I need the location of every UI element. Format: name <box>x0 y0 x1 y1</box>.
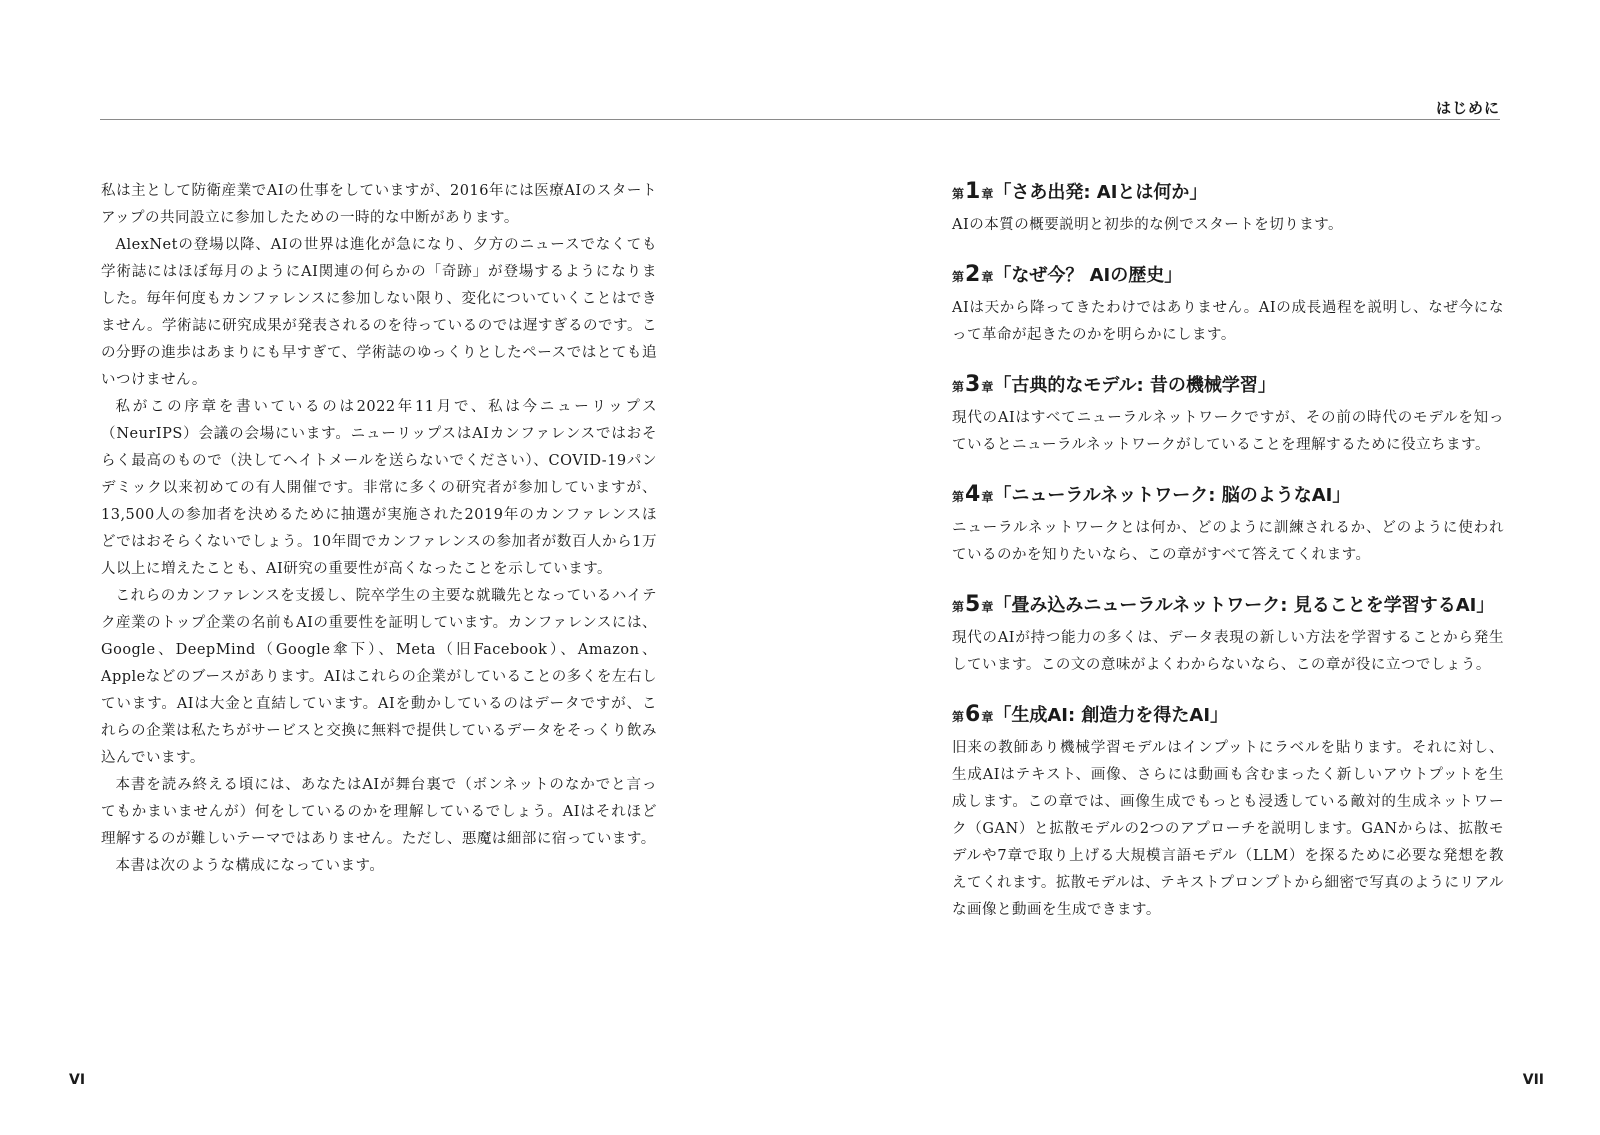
chapter-description: 現代のAIが持つ能力の多くは、データ表現の新しい方法を学習することから発生しています。この文の意味がよくわからないなら、この章が役に立つでしょう。 <box>952 630 1504 673</box>
chapter-title-text: 「さあ出発: AIとは何か」 <box>993 182 1208 203</box>
chapter-description: ニューラルネットワークとは何か、どのように訓練されるか、どのように使われているのかを知りたいなら、この章がすべて答えてくれます。 <box>952 520 1504 563</box>
chapter-title-text: 「なぜ今？ AIの歴史」 <box>993 265 1183 286</box>
chapter-prefix: 第 <box>952 710 965 724</box>
chapter-description: AIは天から降ってきたわけではありません。AIの成長過程を説明し、なぜ今になって革命が起きたのかを明らかにします。 <box>952 300 1504 343</box>
chapter-number: 5 <box>965 592 981 617</box>
running-head: はじめに <box>1435 99 1500 117</box>
paragraph: これらのカンファレンスを支援し、院卒学生の主要な就職先となっているハイテク産業のトップ企業の名前もAIの重要性を証明しています。カンファレンスには、Google、DeepMind（Google傘下）、Meta（旧Facebook）、Amazon、Appleなどのブースがあります。AIはこれらの企業がしていることの多くを左右しています。AIは大金と直結しています。AIを動かしているのはデータですが、これらの企業は私たちがサービスと交換に無料で提供しているデータをそっくり飲み込んでいます。 <box>101 588 657 766</box>
page-number-left: VI <box>69 1072 86 1088</box>
paragraph: 私は主として防衛産業でAIの仕事をしていますが、2016年には医療AIのスタートアップの共同設立に参加したための一時的な中断があります。 <box>101 183 657 226</box>
page-number-right: VII <box>1522 1072 1544 1088</box>
chapter-suffix: 章 <box>981 270 994 284</box>
chapter-title <box>952 371 1504 401</box>
chapter-number: 2 <box>965 262 981 287</box>
right-page-text <box>952 178 1504 946</box>
chapter-description: 旧来の教師あり機械学習モデルはインプットにラベルを貼ります。それに対し、生成AIはテキスト、画像、さらには動画も含むまったく新しいアウトプットを生成します。この章では、画像生成でもっとも浸透している敵対的生成ネットワーク（GAN）と拡散モデルの2つのアプローチを説明します。GANからは、拡散モデルや7章で取り上げる大規模言語モデル（LLM）を探るために必要な発想を教えてくれます。拡散モデルは、テキストプロンプトから細密で写真のようにリアルな画像と動画を生成できます。 <box>952 740 1504 918</box>
chapter-title-text: 「生成AI: 創造力を得たAI」 <box>993 705 1229 726</box>
chapter-prefix: 第 <box>952 270 965 284</box>
chapter-title <box>952 481 1504 511</box>
chapter-suffix: 章 <box>981 380 994 394</box>
chapter-title <box>952 178 1504 208</box>
chapter-title-text: 「古典的なモデル: 昔の機械学習」 <box>993 375 1276 396</box>
header-rule <box>100 119 1500 120</box>
paragraph: 本書は次のような構成になっています。 <box>115 858 385 874</box>
chapter-prefix: 第 <box>952 490 965 504</box>
chapter-entry <box>952 178 1504 239</box>
chapter-entry <box>952 261 1504 349</box>
paragraph: 本書を読み終える頃には、あなたはAIが舞台裏で（ボンネットのなかでと言ってもかまいませんが）何をしているのかを理解しているでしょう。AIはそれほど理解するのが難しいテーマではありません。ただし、悪魔は細部に宿っています。 <box>101 777 657 847</box>
chapter-description: 現代のAIはすべてニューラルネットワークですが、その前の時代のモデルを知っているとニューラルネットワークがしていることを理解するために役立ちます。 <box>952 410 1504 453</box>
chapter-title <box>952 591 1504 621</box>
chapter-number: 4 <box>965 482 981 507</box>
chapter-suffix: 章 <box>981 187 994 201</box>
chapter-prefix: 第 <box>952 600 965 614</box>
left-page-text <box>101 178 657 880</box>
chapter-prefix: 第 <box>952 187 965 201</box>
chapter-title <box>952 701 1504 731</box>
chapter-number: 6 <box>965 702 981 727</box>
chapter-prefix: 第 <box>952 380 965 394</box>
paragraph: AlexNetの登場以降、AIの世界は進化が急になり、夕方のニュースでなくても学術誌にはほぼ毎月のようにAI関連の何らかの「奇跡」が登場するようになりました。毎年何度もカンファレンスに参加しない限り、変化についていくことはできません。学術誌に研究成果が発表されるのを待っているのでは遅すぎるのです。この分野の進歩はあまりにも早すぎて、学術誌のゆっくりとしたペースではとても追いつけません。 <box>101 237 657 388</box>
chapter-title-text: 「ニューラルネットワーク: 脳のようなAI」 <box>993 485 1351 506</box>
chapter-number: 1 <box>965 179 981 204</box>
chapter-description: AIの本質の概要説明と初歩的な例でスタートを切ります。 <box>952 217 1344 233</box>
chapter-entry <box>952 481 1504 569</box>
chapter-entry <box>952 591 1504 679</box>
chapter-suffix: 章 <box>981 710 994 724</box>
chapter-entry <box>952 701 1504 924</box>
chapter-suffix: 章 <box>981 600 994 614</box>
chapter-title <box>952 261 1504 291</box>
chapter-suffix: 章 <box>981 490 994 504</box>
paragraph: 私がこの序章を書いているのは2022年11月で、私は今ニューリップス（NeurIPS）会議の会場にいます。ニューリップスはAIカンファレンスではおそらく最高のもので（決してヘイトメールを送らないでください）、COVID-19パンデミック以来初めての有人開催です。非常に多くの研究者が参加していますが、13,500人の参加者を決めるために抽選が実施された2019年のカンファレンスほどではおそらくないでしょう。10年間でカンファレンスの参加者が数百人から1万人以上に増えたことも、AI研究の重要性が高くなったことを示しています。 <box>101 399 657 577</box>
chapter-title-text: 「畳み込みニューラルネットワーク: 見ることを学習するAI」 <box>993 595 1495 616</box>
chapter-number: 3 <box>965 372 981 397</box>
chapter-entry <box>952 371 1504 459</box>
